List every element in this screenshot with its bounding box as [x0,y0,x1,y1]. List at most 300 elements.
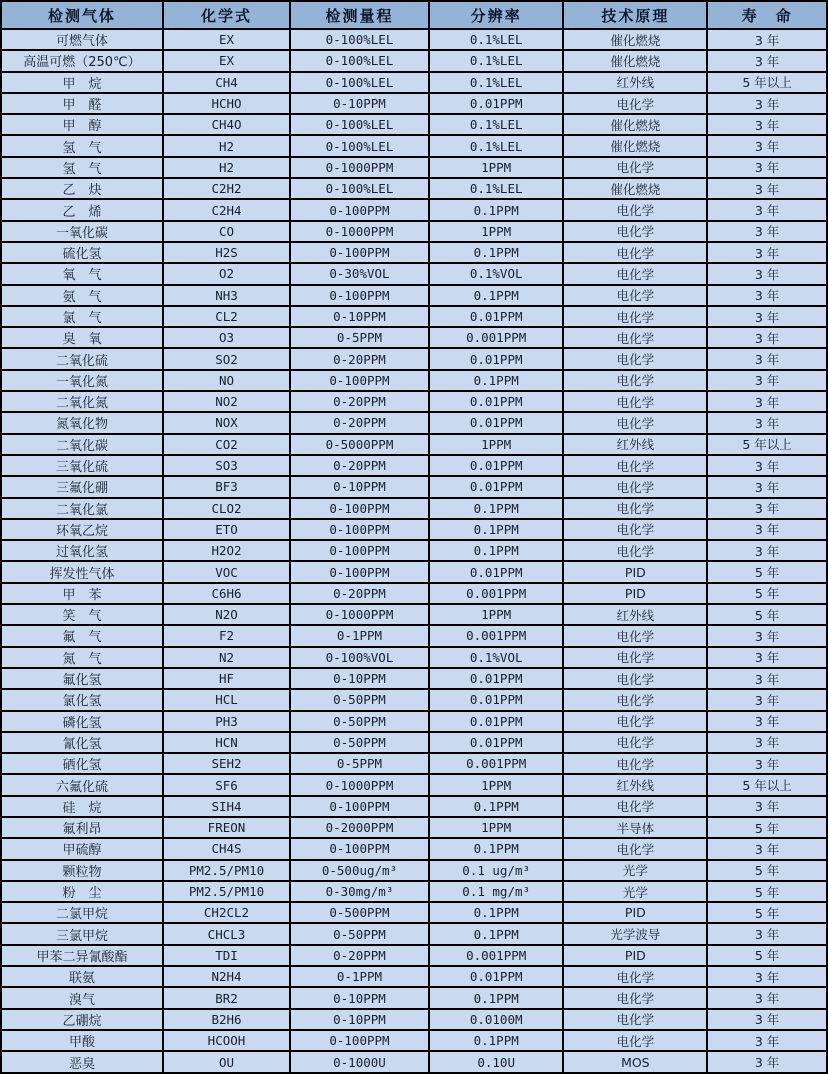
resolution-cell: 0.01PPM [429,348,564,369]
principle-cell: 电化学 [563,391,707,412]
resolution-cell: 0.1%LEL [429,178,564,199]
range-cell: 0-10PPM [290,476,429,497]
table-row [1,1030,827,1051]
range-cell: 0-100PPM [290,242,429,263]
lifespan-cell: 3 年 [707,306,827,327]
resolution-cell: 0.01PPM [429,455,564,476]
range-cell: 0-1000PPM [290,157,429,178]
lifespan-cell: 3 年 [707,987,827,1008]
lifespan-cell: 3 年 [707,157,827,178]
lifespan-cell: 5 年 [707,604,827,625]
principle-cell: 电化学 [563,157,707,178]
table-row [1,689,827,710]
resolution-cell: 0.01PPM [429,668,564,689]
lifespan-cell: 3 年 [707,732,827,753]
table-row [1,1051,827,1073]
range-cell: 0-20PPM [290,583,429,604]
table-row [1,263,827,284]
principle-cell: 电化学 [563,1009,707,1030]
principle-cell: 电化学 [563,263,707,284]
principle-cell: 催化燃烧 [563,178,707,199]
gas-cell: 氟利昂 [1,817,163,838]
lifespan-cell: 3 年 [707,476,827,497]
range-cell: 0-10PPM [290,93,429,114]
formula-cell: PM2.5/PM10 [163,860,290,881]
resolution-cell: 0.1PPM [429,370,564,391]
gas-cell: 过氧化氢 [1,540,163,561]
principle-cell: 电化学 [563,732,707,753]
principle-cell: 电化学 [563,476,707,497]
resolution-cell: 0.1PPM [429,199,564,220]
lifespan-cell: 5 年 [707,945,827,966]
range-cell: 0-20PPM [290,455,429,476]
table-row [1,306,827,327]
resolution-cell: 1PPM [429,434,564,455]
formula-cell: HCL [163,689,290,710]
range-cell: 0-100%VOL [290,647,429,668]
range-cell: 0-100PPM [290,1030,429,1051]
gas-cell: 甲苯二异氰酸酯 [1,945,163,966]
principle-cell: 红外线 [563,604,707,625]
formula-cell: SF6 [163,774,290,795]
resolution-cell: 0.1PPM [429,242,564,263]
principle-cell: 电化学 [563,93,707,114]
resolution-cell: 0.1PPM [429,540,564,561]
range-cell: 0-1000PPM [290,774,429,795]
lifespan-cell: 3 年 [707,711,827,732]
resolution-cell: 0.001PPM [429,945,564,966]
range-cell: 0-30mg/m³ [290,881,429,902]
lifespan-cell: 5 年以上 [707,72,827,93]
gas-cell: 三氯甲烷 [1,923,163,944]
formula-cell: CH4S [163,838,290,859]
principle-cell: 电化学 [563,838,707,859]
table-row [1,370,827,391]
range-cell: 0-100%LEL [290,114,429,135]
principle-cell: 电化学 [563,455,707,476]
resolution-cell: 0.01PPM [429,966,564,987]
table-row [1,285,827,306]
range-cell: 0-1000PPM [290,221,429,242]
lifespan-cell: 3 年 [707,1051,827,1073]
range-cell: 0-100%LEL [290,178,429,199]
gas-cell: 氰化氢 [1,732,163,753]
formula-cell: C2H2 [163,178,290,199]
formula-cell: B2H6 [163,1009,290,1030]
formula-cell: F2 [163,625,290,646]
gas-cell: 三氟化硼 [1,476,163,497]
resolution-cell: 0.1%VOL [429,647,564,668]
principle-cell: PID [563,902,707,923]
lifespan-cell: 3 年 [707,370,827,391]
range-cell: 0-500PPM [290,902,429,923]
principle-cell: 电化学 [563,625,707,646]
table-row [1,114,827,135]
principle-cell: 电化学 [563,711,707,732]
resolution-cell: 0.0100M [429,1009,564,1030]
principle-cell: 电化学 [563,412,707,433]
resolution-cell: 0.1PPM [429,519,564,540]
formula-cell: H2S [163,242,290,263]
resolution-cell: 0.01PPM [429,476,564,497]
resolution-cell: 0.1 ug/m³ [429,860,564,881]
table-row [1,29,827,50]
gas-cell: 笑 气 [1,604,163,625]
range-cell: 0-5000PPM [290,434,429,455]
lifespan-cell: 3 年 [707,647,827,668]
gas-cell: 二氯甲烷 [1,902,163,923]
gas-cell: 氟化氢 [1,668,163,689]
formula-cell: SEH2 [163,753,290,774]
column-header-principle: 技术原理 [563,1,707,29]
range-cell: 0-1PPM [290,966,429,987]
formula-cell: C2H4 [163,199,290,220]
table-row [1,199,827,220]
table-row [1,157,827,178]
table-row [1,135,827,156]
lifespan-cell: 5 年以上 [707,434,827,455]
gas-cell: 氮 气 [1,647,163,668]
gas-cell: 氯化氢 [1,689,163,710]
gas-cell: 甲 醇 [1,114,163,135]
range-cell: 0-500ug/m³ [290,860,429,881]
resolution-cell: 0.1 mg/m³ [429,881,564,902]
gas-cell: 乙 炔 [1,178,163,199]
range-cell: 0-10PPM [290,1009,429,1030]
formula-cell: N2O [163,604,290,625]
formula-cell: SO2 [163,348,290,369]
table-row [1,242,827,263]
resolution-cell: 0.01PPM [429,689,564,710]
resolution-cell: 1PPM [429,157,564,178]
table-row [1,72,827,93]
lifespan-cell: 5 年 [707,902,827,923]
range-cell: 0-30%VOL [290,263,429,284]
column-header-formula: 化学式 [163,1,290,29]
lifespan-cell: 3 年 [707,796,827,817]
resolution-cell: 0.1PPM [429,902,564,923]
resolution-cell: 0.001PPM [429,327,564,348]
table-header [1,1,827,29]
range-cell: 0-2000PPM [290,817,429,838]
table-row [1,93,827,114]
range-cell: 0-5PPM [290,327,429,348]
principle-cell: 电化学 [563,647,707,668]
gas-cell: 恶臭 [1,1051,163,1073]
formula-cell: BF3 [163,476,290,497]
table-row [1,1009,827,1030]
lifespan-cell: 3 年 [707,412,827,433]
resolution-cell: 0.001PPM [429,625,564,646]
principle-cell: 红外线 [563,72,707,93]
formula-cell: TDI [163,945,290,966]
range-cell: 0-50PPM [290,732,429,753]
gas-cell: 氟 气 [1,625,163,646]
formula-cell: PH3 [163,711,290,732]
formula-cell: EX [163,29,290,50]
table-row [1,455,827,476]
table-row [1,221,827,242]
formula-cell: CHCL3 [163,923,290,944]
range-cell: 0-100%LEL [290,50,429,71]
lifespan-cell: 3 年 [707,455,827,476]
gas-cell: 一氧化碳 [1,221,163,242]
lifespan-cell: 3 年 [707,221,827,242]
principle-cell: 电化学 [563,987,707,1008]
gas-cell: 硅 烷 [1,796,163,817]
column-header-range: 检测量程 [290,1,429,29]
resolution-cell: 1PPM [429,817,564,838]
gas-cell: 甲 烷 [1,72,163,93]
lifespan-cell: 3 年 [707,29,827,50]
resolution-cell: 0.1%LEL [429,135,564,156]
principle-cell: MOS [563,1051,707,1073]
formula-cell: N2H4 [163,966,290,987]
principle-cell: 光学 [563,860,707,881]
resolution-cell: 1PPM [429,774,564,795]
gas-cell: 乙 烯 [1,199,163,220]
formula-cell: EX [163,50,290,71]
principle-cell: PID [563,561,707,582]
formula-cell: CH4 [163,72,290,93]
resolution-cell: 1PPM [429,604,564,625]
gas-cell: 臭 氧 [1,327,163,348]
gas-cell: 甲 醛 [1,93,163,114]
range-cell: 0-10PPM [290,306,429,327]
gas-cell: 氧 气 [1,263,163,284]
gas-cell: 氢 气 [1,157,163,178]
formula-cell: C6H6 [163,583,290,604]
range-cell: 0-100PPM [290,370,429,391]
formula-cell: ETO [163,519,290,540]
gas-cell: 硒化氢 [1,753,163,774]
range-cell: 0-10PPM [290,987,429,1008]
table-row [1,625,827,646]
column-header-lifespan: 寿 命 [707,1,827,29]
table-body [1,29,827,1073]
principle-cell: 半导体 [563,817,707,838]
lifespan-cell: 3 年 [707,1030,827,1051]
table-row [1,902,827,923]
formula-cell: H2O2 [163,540,290,561]
range-cell: 0-100PPM [290,519,429,540]
lifespan-cell: 5 年 [707,561,827,582]
principle-cell: 电化学 [563,306,707,327]
range-cell: 0-50PPM [290,711,429,732]
lifespan-cell: 3 年 [707,199,827,220]
principle-cell: 电化学 [563,199,707,220]
gas-cell: 氯 气 [1,306,163,327]
resolution-cell: 0.01PPM [429,93,564,114]
column-header-gas: 检测气体 [1,1,163,29]
formula-cell: O3 [163,327,290,348]
principle-cell: 电化学 [563,540,707,561]
range-cell: 0-100%LEL [290,29,429,50]
column-header-resolution: 分辨率 [429,1,564,29]
range-cell: 0-20PPM [290,391,429,412]
gas-cell: 高温可燃（250℃） [1,50,163,71]
formula-cell: SO3 [163,455,290,476]
principle-cell: 电化学 [563,242,707,263]
table-row [1,732,827,753]
formula-cell: HCN [163,732,290,753]
gas-cell: 乙硼烷 [1,1009,163,1030]
resolution-cell: 0.1PPM [429,923,564,944]
formula-cell: PM2.5/PM10 [163,881,290,902]
lifespan-cell: 3 年 [707,540,827,561]
resolution-cell: 0.001PPM [429,753,564,774]
resolution-cell: 0.1PPM [429,1030,564,1051]
range-cell: 0-100PPM [290,285,429,306]
formula-cell: SIH4 [163,796,290,817]
lifespan-cell: 3 年 [707,668,827,689]
formula-cell: H2 [163,135,290,156]
gas-cell: 环氧乙烷 [1,519,163,540]
gas-cell: 联氨 [1,966,163,987]
formula-cell: NOX [163,412,290,433]
principle-cell: 催化燃烧 [563,29,707,50]
range-cell: 0-20PPM [290,412,429,433]
gas-cell: 六氟化硫 [1,774,163,795]
resolution-cell: 0.1PPM [429,796,564,817]
formula-cell: OU [163,1051,290,1073]
lifespan-cell: 3 年 [707,263,827,284]
principle-cell: PID [563,583,707,604]
table-row [1,604,827,625]
table-row [1,348,827,369]
table-row [1,966,827,987]
resolution-cell: 0.01PPM [429,412,564,433]
formula-cell: NO2 [163,391,290,412]
lifespan-cell: 3 年 [707,114,827,135]
principle-cell: 电化学 [563,668,707,689]
principle-cell: 电化学 [563,519,707,540]
lifespan-cell: 3 年 [707,625,827,646]
range-cell: 0-100PPM [290,561,429,582]
principle-cell: 催化燃烧 [563,50,707,71]
range-cell: 0-50PPM [290,923,429,944]
table-row [1,391,827,412]
principle-cell: 电化学 [563,327,707,348]
formula-cell: HCOOH [163,1030,290,1051]
formula-cell: FREON [163,817,290,838]
lifespan-cell: 3 年 [707,689,827,710]
gas-cell: 挥发性气体 [1,561,163,582]
table-row [1,774,827,795]
gas-cell: 可燃气体 [1,29,163,50]
range-cell: 0-10PPM [290,668,429,689]
header-row [1,1,827,29]
lifespan-cell: 5 年以上 [707,774,827,795]
resolution-cell: 0.10U [429,1051,564,1073]
lifespan-cell: 3 年 [707,327,827,348]
principle-cell: 电化学 [563,753,707,774]
lifespan-cell: 3 年 [707,178,827,199]
principle-cell: 电化学 [563,285,707,306]
table-row [1,647,827,668]
resolution-cell: 0.1PPM [429,838,564,859]
range-cell: 0-20PPM [290,945,429,966]
range-cell: 0-1PPM [290,625,429,646]
lifespan-cell: 5 年 [707,583,827,604]
lifespan-cell: 3 年 [707,391,827,412]
lifespan-cell: 5 年 [707,860,827,881]
gas-cell: 一氧化氮 [1,370,163,391]
lifespan-cell: 3 年 [707,923,827,944]
gas-cell: 二氧化硫 [1,348,163,369]
table-row [1,923,827,944]
resolution-cell: 1PPM [429,221,564,242]
principle-cell: 电化学 [563,689,707,710]
gas-cell: 氮氧化物 [1,412,163,433]
table-row [1,178,827,199]
principle-cell: 电化学 [563,966,707,987]
formula-cell: CLO2 [163,498,290,519]
gas-cell: 颗粒物 [1,860,163,881]
gas-cell: 氨 气 [1,285,163,306]
formula-cell: N2 [163,647,290,668]
lifespan-cell: 5 年 [707,881,827,902]
range-cell: 0-100PPM [290,540,429,561]
gas-cell: 甲酸 [1,1030,163,1051]
formula-cell: CH4O [163,114,290,135]
resolution-cell: 0.001PPM [429,583,564,604]
range-cell: 0-100%LEL [290,135,429,156]
lifespan-cell: 3 年 [707,93,827,114]
table-row [1,519,827,540]
lifespan-cell: 3 年 [707,519,827,540]
formula-cell: NO [163,370,290,391]
resolution-cell: 0.01PPM [429,306,564,327]
resolution-cell: 0.01PPM [429,732,564,753]
resolution-cell: 0.1PPM [429,498,564,519]
table-row [1,434,827,455]
formula-cell: BR2 [163,987,290,1008]
principle-cell: 电化学 [563,1030,707,1051]
principle-cell: 电化学 [563,348,707,369]
principle-cell: 电化学 [563,370,707,391]
formula-cell: HF [163,668,290,689]
lifespan-cell: 3 年 [707,50,827,71]
table-row [1,561,827,582]
table-row [1,711,827,732]
range-cell: 0-100PPM [290,498,429,519]
resolution-cell: 0.1%VOL [429,263,564,284]
gas-cell: 溴气 [1,987,163,1008]
gas-cell: 氢 气 [1,135,163,156]
formula-cell: CO2 [163,434,290,455]
table-row [1,945,827,966]
resolution-cell: 0.1%LEL [429,50,564,71]
gas-cell: 硫化氢 [1,242,163,263]
principle-cell: 电化学 [563,221,707,242]
principle-cell: 催化燃烧 [563,114,707,135]
formula-cell: CO [163,221,290,242]
principle-cell: PID [563,945,707,966]
table-row [1,753,827,774]
formula-cell: O2 [163,263,290,284]
resolution-cell: 0.01PPM [429,561,564,582]
range-cell: 0-100PPM [290,796,429,817]
principle-cell: 催化燃烧 [563,135,707,156]
lifespan-cell: 3 年 [707,348,827,369]
lifespan-cell: 3 年 [707,838,827,859]
table-row [1,838,827,859]
resolution-cell: 0.1%LEL [429,72,564,93]
formula-cell: CH2CL2 [163,902,290,923]
table-row [1,498,827,519]
gas-cell: 磷化氢 [1,711,163,732]
